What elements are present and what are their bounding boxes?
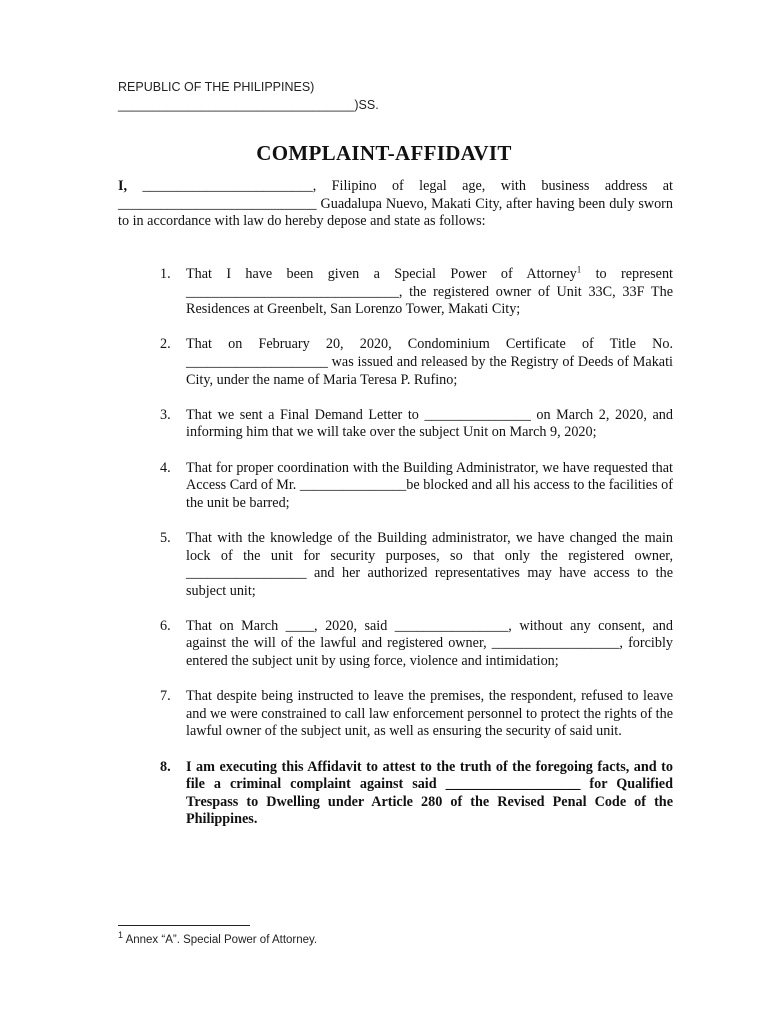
statement-number: 5. [160,529,171,546]
statement-1 [118,266,673,319]
statement-number: 4. [160,459,171,476]
footnote-mark: 1 [118,930,124,940]
statement-6 [118,618,673,671]
intro-lead: I, [118,178,128,194]
statement-2 [118,336,673,389]
statement-number: 3. [160,406,171,423]
statement-7 [118,688,673,741]
statement-text: That despite being instructed to leave the premises, the respondent, refused to leave and we were constrained to call law enforcement personnel to protect the rights of the lawful owner of the subject unit, as well as ensuring the security of said unit. [186,688,673,740]
statement-text: That we sent a Final Demand Letter to _______________ on March 2, 2020, and informing him that we will take over the subject Unit on March 9, 2020; [186,406,673,441]
statement-text: That on February 20, 2020, Condominium Certificate of Title No. ____________________ was issued and released by the Registry of Deeds of Makati City, under the name of Maria Teresa P. Rufino; [186,336,673,388]
footnote-text: Annex “A”. Special Power of Attorney. [123,933,318,946]
statement-number: 2. [160,336,171,353]
statement-number: 7. [160,688,171,705]
document-title: COMPLAINT-AFFIDAVIT [256,141,512,165]
statement-text-continued: to represent ______________________________, the registered owner of Unit 33C, 33F The Residences at Greenbelt, San Lorenzo Tower, Makati City; [186,266,673,318]
statement-text: That with the knowledge of the Building administrator, we have changed the main lock of the unit for security purposes, so that only the registered owner, _________________ and her authorized representatives may have access to the subject unit; [186,529,673,599]
statement-text: That on March ____, 2020, said ________________, without any consent, and against the will of the lawful and registered owner, __________________, forcibly entered the subject unit by using force, violence and intimidation; [186,617,673,670]
statement-3 [118,407,673,442]
statement-text: I am executing this Affidavit to attest to the truth of the foregoing facts, and to file a criminal complaint against said ___________________ for Qualified Trespass to Dwelling under Article 280 of the Revised Penal Code of the Philippines. [186,758,673,828]
statement-8 [118,759,673,829]
footnote-reference: 1 [576,264,582,275]
footnote [118,930,317,946]
footnote-separator [118,925,250,926]
intro-text: ________________________, Filipino of legal age, with business address at ____________________________ Guadalupa Nuevo, Makati City, after having been duly sworn to in accordance with law do hereby depose and state as follows: [118,178,673,230]
venue-line-2: __________________________________)SS. [118,98,379,112]
statement-number: 6. [160,617,171,634]
statement-number: 8. [160,758,171,775]
venue-caption [118,78,379,114]
numbered-statements [118,266,673,847]
statement-5 [118,530,673,600]
statement-number: 1. [160,266,171,282]
venue-line-1: REPUBLIC OF THE PHILIPPINES) [118,80,315,94]
statement-text: That for proper coordination with the Building Administrator, we have requested that Access Card of Mr. _______________be blocked and all his access to the facilities of the unit be barred; [186,459,673,511]
intro-paragraph [118,178,673,231]
statement-4 [118,460,673,513]
statement-text: That I have been given a Special Power of Attorney [186,266,577,282]
